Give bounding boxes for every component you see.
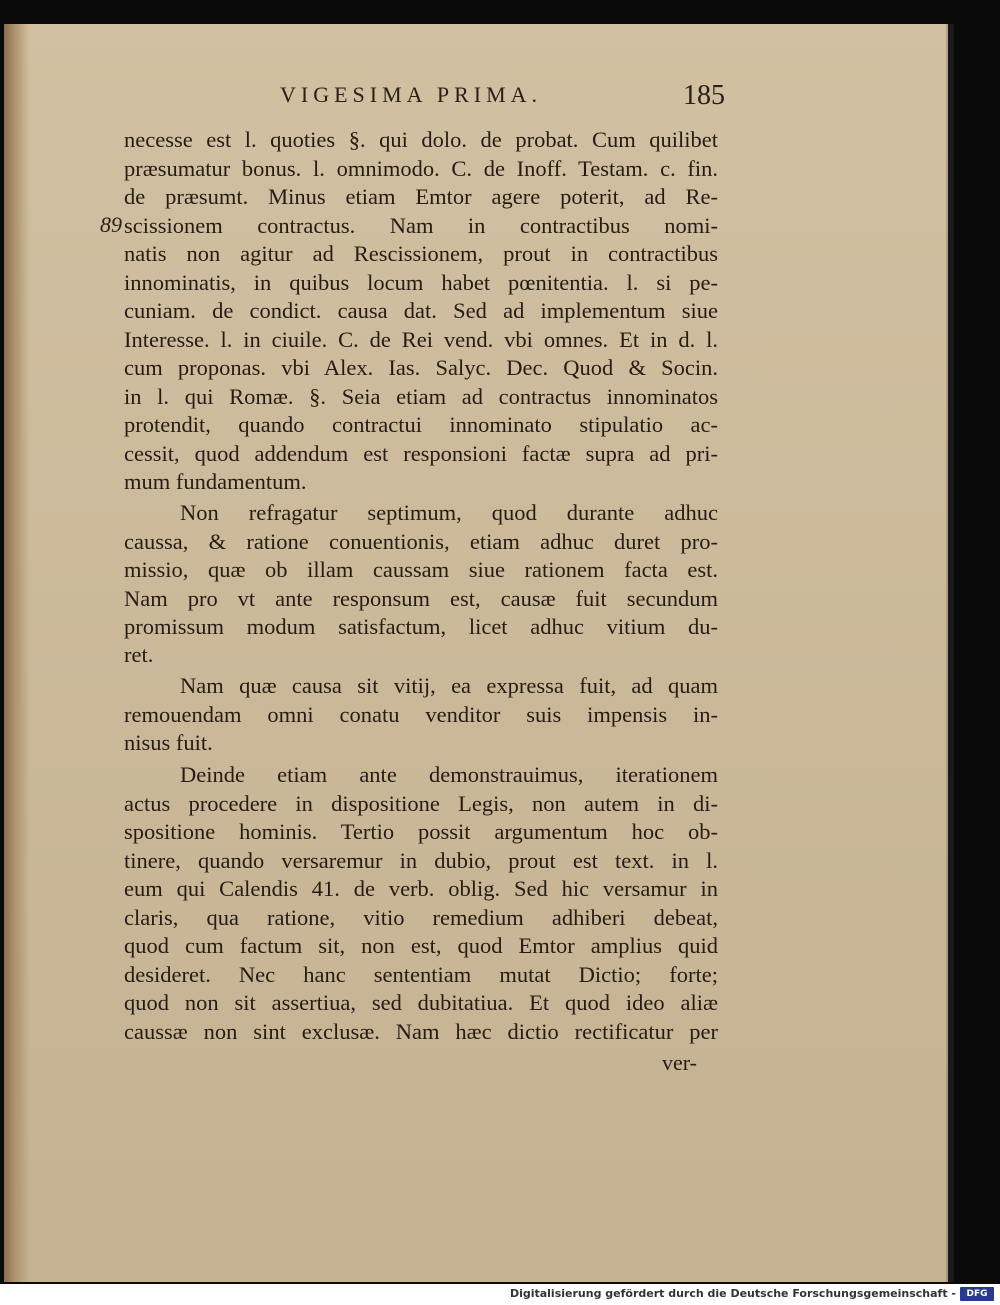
page-number: 185 xyxy=(683,80,725,111)
text-line: quod non sit assertiua, sed dubitatiua. Et quod ideo aliæ xyxy=(124,990,718,1015)
text-line: tinere, quando versaremur in dubio, prout est text. in l. xyxy=(124,848,718,873)
text-line: eum qui Calendis 41. de verb. oblig. Sed hic versamur in xyxy=(124,876,718,901)
text-line: protendit, quando contractui innominato stipulatio ac- xyxy=(124,412,718,437)
text-line: de præsumt. Minus etiam Emtor agere poterit, ad Re- xyxy=(124,184,718,209)
text-line: Deinde etiam ante demonstrauimus, iterationem xyxy=(180,762,718,787)
spine-shadow xyxy=(4,24,30,1282)
text-line: necesse est l. quoties §. qui dolo. de probat. Cum quilibet xyxy=(124,127,718,152)
text-line: cuniam. de condict. causa dat. Sed ad implementum siue xyxy=(124,298,718,323)
footer-bar xyxy=(0,1284,1000,1305)
text-line: missio, quæ ob illam caussam siue rationem facta est. xyxy=(124,557,718,582)
text-line: caussa, & ratione conuentionis, etiam adhuc duret pro- xyxy=(124,529,718,554)
page-edge xyxy=(948,24,954,1282)
text-line: cessit, quod addendum est responsioni factæ supra ad pri- xyxy=(124,441,718,466)
text-line: cum proponas. vbi Alex. Ias. Salyc. Dec. Quod & Socin. xyxy=(124,355,718,380)
text-line: desideret. Nec hanc sententiam mutat Dictio; forte; xyxy=(124,962,718,987)
text-line: actus procedere in dispositione Legis, non autem in di- xyxy=(124,791,718,816)
text-line: spositione hominis. Tertio possit argumentum hoc ob- xyxy=(124,819,718,844)
text-line: innominatis, in quibus locum habet pœnitentia. l. si pe- xyxy=(124,270,718,295)
text-line: remouendam omni conatu venditor suis impensis in- xyxy=(124,702,718,727)
text-line: mum fundamentum. xyxy=(124,469,307,494)
text-line: Nam quæ causa sit vitij, ea expressa fuit, ad quam xyxy=(180,673,718,698)
text-line: in l. qui Romæ. §. Seia etiam ad contractus innominatos xyxy=(124,384,718,409)
text-line: natis non agitur ad Rescissionem, prout in contractibus xyxy=(124,241,718,266)
text-line: promissum modum satisfactum, licet adhuc vitium du- xyxy=(124,614,718,639)
text-line: claris, qua ratione, vitio remedium adhiberi debeat, xyxy=(124,905,718,930)
dfg-logo: DFG xyxy=(960,1287,994,1301)
text-line: Nam pro vt ante responsum est, causæ fuit secundum xyxy=(124,586,718,611)
text-line: Interesse. l. in ciuile. C. de Rei vend. vbi omnes. Et in d. l. xyxy=(124,327,718,352)
text-line: Non refragatur septimum, quod durante adhuc xyxy=(180,500,718,525)
text-line: caussæ non sint exclusæ. Nam hæc dictio rectificatur per xyxy=(124,1019,718,1044)
text-line: quod cum factum sit, non est, quod Emtor amplius quid xyxy=(124,933,718,958)
text-line: præsumatur bonus. l. omnimodo. C. de Inoff. Testam. c. fin. xyxy=(124,156,718,181)
catchword: ver- xyxy=(662,1050,697,1075)
text-line: scissionem contractus. Nam in contractibus nomi- xyxy=(124,213,718,238)
text-line: nisus fuit. xyxy=(124,730,213,755)
margin-note: 89 xyxy=(100,212,122,237)
footer-credit: Digitalisierung gefördert durch die Deutsche Forschungsgemeinschaft - xyxy=(509,1287,956,1300)
running-head: VIGESIMA PRIMA. xyxy=(280,82,543,107)
text-line: ret. xyxy=(124,642,154,667)
